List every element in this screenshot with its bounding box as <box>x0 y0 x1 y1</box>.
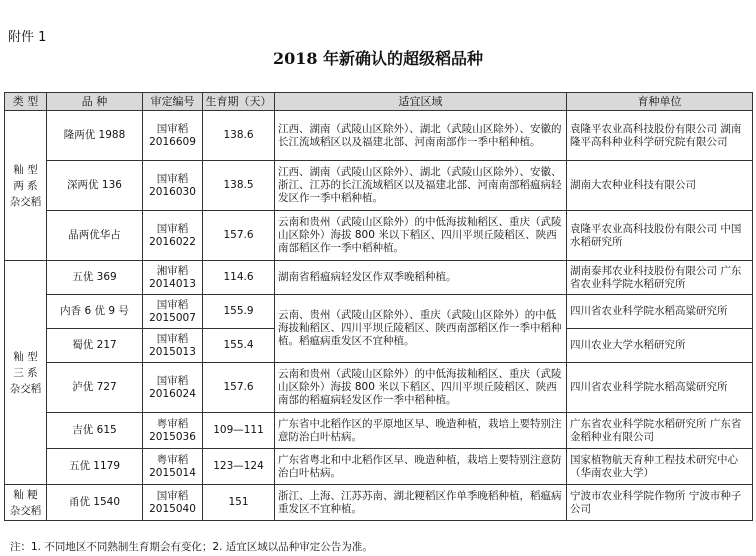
table-row <box>5 413 753 449</box>
table-row <box>5 449 753 485</box>
header-region: 适宜区域 <box>275 93 567 111</box>
variety-cell: 泸优 727 <box>47 363 143 413</box>
code-line: 湘审稻 <box>156 264 189 277</box>
code-line: 2015007 <box>149 311 196 324</box>
attachment-label: 附件 1 <box>8 30 47 45</box>
period-cell: 157.6 <box>203 363 275 413</box>
period-cell: 109—111 <box>203 413 275 449</box>
region-cell: 浙江、上海、江苏苏南、湖北粳稻区作单季晚稻种植，稻瘟病重发区不宜种植。 <box>275 485 567 521</box>
variety-cell: 甬优 1540 <box>47 485 143 521</box>
type-line: 籼 粳 <box>13 488 38 501</box>
table-header-row <box>5 93 753 111</box>
breeder-cell: 宁波市农业科学院作物所 宁波市种子公司 <box>567 485 753 521</box>
code-cell <box>143 211 203 261</box>
region-cell: 广东省中北稻作区的平原地区早、晚造种植，栽培上要特别注意防治白叶枯病。 <box>275 413 567 449</box>
footnote: 注：1. 不同地区不同熟制生育期会有变化；2. 适宜区域以品种审定公告为准。 <box>10 541 373 553</box>
region-cell: 云南和贵州（武陵山区除外）的中低海拔籼稻区、重庆（武陵山区除外）海拔 800 米以下稻区、四川平坝丘陵稻区、陕西南部稻区作一季中稻种植。 <box>275 211 567 261</box>
period-cell: 151 <box>203 485 275 521</box>
header-breeder: 育种单位 <box>567 93 753 111</box>
type-line: 杂交稻 <box>9 195 42 208</box>
type-cell <box>5 485 47 521</box>
code-line: 2016022 <box>149 235 196 248</box>
code-line: 2014013 <box>149 277 196 290</box>
code-cell <box>143 161 203 211</box>
code-cell <box>143 413 203 449</box>
code-line: 2016030 <box>149 185 196 198</box>
type-line: 杂交稻 <box>9 504 42 517</box>
code-cell <box>143 111 203 161</box>
header-period: 生育期（天） <box>203 93 275 111</box>
type-cell <box>5 261 47 485</box>
variety-cell: 隆两优 1988 <box>47 111 143 161</box>
code-line: 国审稻 <box>156 122 189 135</box>
breeder-cell: 湖南大农种业科技有限公司 <box>567 161 753 211</box>
table-row <box>5 211 753 261</box>
breeder-cell: 国家植物航天育种工程技术研究中心（华南农业大学） <box>567 449 753 485</box>
table-row <box>5 485 753 521</box>
type-line: 籼 型 <box>13 350 38 363</box>
period-cell: 155.9 <box>203 295 275 329</box>
breeder-cell: 袁隆平农业高科技股份有限公司 中国水稻研究所 <box>567 211 753 261</box>
period-cell: 155.4 <box>203 329 275 363</box>
breeder-cell: 四川农业大学水稻研究所 <box>567 329 753 363</box>
code-line: 2015013 <box>149 345 196 358</box>
code-cell <box>143 449 203 485</box>
table-row <box>5 111 753 161</box>
variety-cell: 晶两优华占 <box>47 211 143 261</box>
variety-cell: 吉优 615 <box>47 413 143 449</box>
code-line: 2016609 <box>149 135 196 148</box>
code-line: 国审稻 <box>156 172 189 185</box>
code-line: 2015040 <box>149 502 196 515</box>
code-cell <box>143 485 203 521</box>
table-row <box>5 261 753 295</box>
type-line: 杂交稻 <box>9 382 42 395</box>
breeder-cell: 四川省农业科学院水稻高粱研究所 <box>567 295 753 329</box>
code-cell <box>143 261 203 295</box>
code-cell <box>143 295 203 329</box>
region-cell: 云南、贵州（武陵山区除外）、重庆（武陵山区除外）的中低海拔籼稻区、四川平坝丘陵稻区、陕西南部稻区作一季中稻种植。稻瘟病重发区不宜种植。 <box>275 295 567 363</box>
period-cell: 114.6 <box>203 261 275 295</box>
code-line: 粤审稻 <box>156 453 189 466</box>
breeder-cell: 广东省农业科学院水稻研究所 广东省金稻种业有限公司 <box>567 413 753 449</box>
code-line: 国审稻 <box>156 298 189 311</box>
code-line: 粤审稻 <box>156 417 189 430</box>
super-rice-table <box>4 92 753 521</box>
table-row <box>5 363 753 413</box>
code-line: 国审稻 <box>156 489 189 502</box>
region-cell: 广东省粤北和中北稻作区早、晚造种植，栽培上要特别注意防治白叶枯病。 <box>275 449 567 485</box>
region-cell: 江西、湖南（武陵山区除外）、湖北（武陵山区除外）、安徽的长江流域稻区以及福建北部、河南南部作一季中稻种植。 <box>275 111 567 161</box>
table-row <box>5 295 753 329</box>
page-title: 2018 年新确认的超级稻品种 <box>272 49 484 68</box>
header-variety: 品 种 <box>47 93 143 111</box>
region-cell: 湖南省稻瘟病轻发区作双季晚稻种植。 <box>275 261 567 295</box>
period-cell: 138.5 <box>203 161 275 211</box>
code-line: 2015014 <box>149 466 196 479</box>
header-code: 审定编号 <box>143 93 203 111</box>
breeder-cell: 湖南泰邦农业科技股份有限公司 广东省农业科学院水稻研究所 <box>567 261 753 295</box>
type-line: 籼 型 <box>13 163 38 176</box>
variety-cell: 深两优 136 <box>47 161 143 211</box>
variety-cell: 五优 1179 <box>47 449 143 485</box>
code-line: 国审稻 <box>156 374 189 387</box>
code-line: 2015036 <box>149 430 196 443</box>
period-cell: 138.6 <box>203 111 275 161</box>
variety-cell: 蜀优 217 <box>47 329 143 363</box>
type-cell <box>5 111 47 261</box>
code-line: 国审稻 <box>156 332 189 345</box>
period-cell: 157.6 <box>203 211 275 261</box>
period-cell: 123—124 <box>203 449 275 485</box>
code-line: 国审稻 <box>156 222 189 235</box>
code-cell <box>143 329 203 363</box>
type-line: 三 系 <box>13 366 38 379</box>
variety-cell: 内香 6 优 9 号 <box>47 295 143 329</box>
breeder-cell: 四川省农业科学院水稻高粱研究所 <box>567 363 753 413</box>
code-cell <box>143 363 203 413</box>
region-cell: 云南和贵州（武陵山区除外）的中低海拔籼稻区、重庆（武陵山区除外）海拔 800 米以下稻区、四川平坝丘陵稻区、陕西南部的稻瘟病轻发区作一季中稻种植。 <box>275 363 567 413</box>
table-row <box>5 161 753 211</box>
variety-cell: 五优 369 <box>47 261 143 295</box>
header-type: 类 型 <box>5 93 47 111</box>
breeder-cell: 袁隆平农业高科技股份有限公司 湖南隆平高科种业科学研究院有限公司 <box>567 111 753 161</box>
type-line: 两 系 <box>13 179 38 192</box>
region-cell: 江西、湖南（武陵山区除外）、湖北（武陵山区除外）、安徽、浙江、江苏的长江流域稻区以及福建北部、河南南部稻瘟病轻发区作一季中稻种植。 <box>275 161 567 211</box>
code-line: 2016024 <box>149 387 196 400</box>
